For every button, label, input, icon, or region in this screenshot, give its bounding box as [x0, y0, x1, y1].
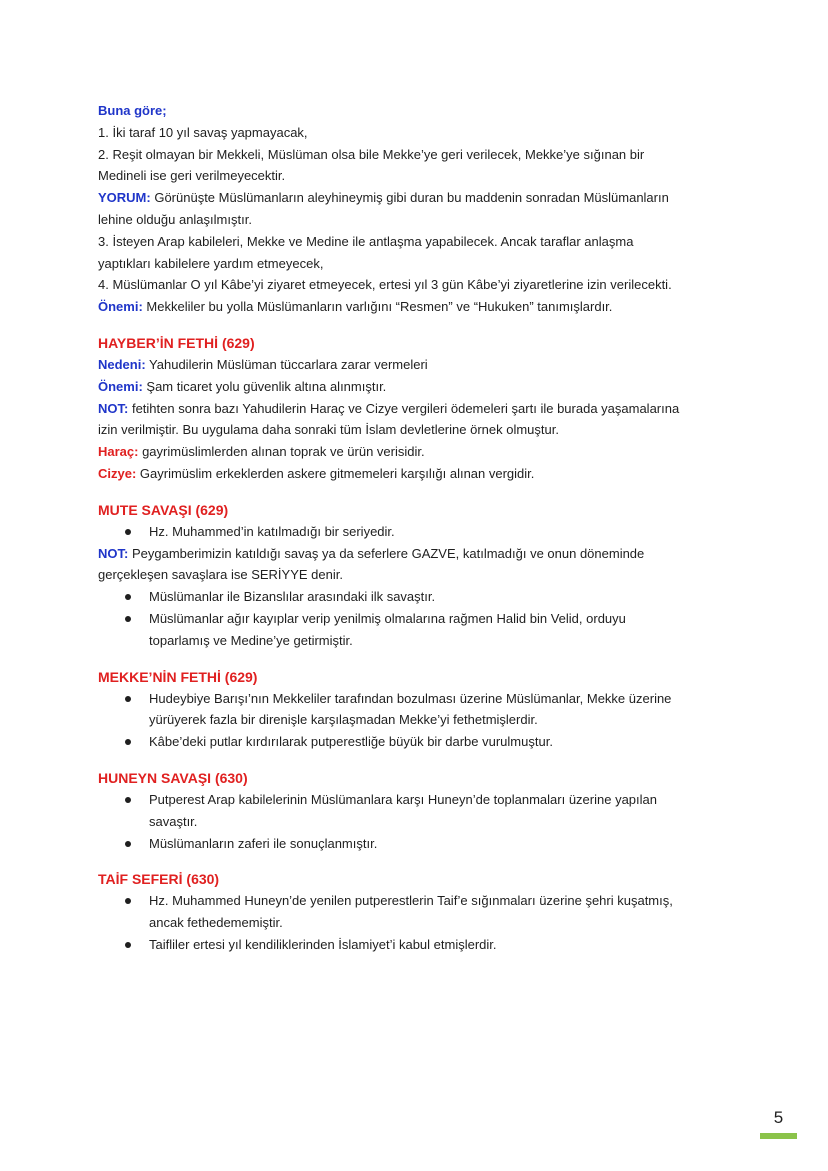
section-taif [98, 868, 728, 955]
bullet-icon [125, 841, 131, 847]
page-number: 5 [773, 1108, 784, 1127]
nedeni-text: Yahudilerin Müslüman tüccarlara zarar vermeleri [145, 356, 428, 372]
section-mekke [98, 666, 728, 753]
heading-mute: MUTE SAVAŞI (629) [98, 501, 229, 518]
list-item-text: Hudeybiye Barışı’nın Mekkeliler tarafından bozulması üzerine Müslümanlar, Mekke üzerine [149, 690, 672, 706]
list-item [98, 789, 728, 833]
intro-item-2-line-2: Medineli ise geri verilmeyecektir. [98, 168, 286, 184]
bullet-icon [125, 696, 131, 702]
bullet-icon [125, 942, 131, 948]
list-item [98, 688, 728, 732]
cizye-label: Cizye: [98, 465, 137, 481]
list-item-text-cont: toparlamış ve Medine’ye getirmiştir. [149, 632, 353, 648]
intro-item-2-line-1: 2. Reşit olmayan bir Mekkeli, Müslüman olsa bile Mekke’ye geri verilecek, Mekke’ye sığınan bir [98, 146, 645, 162]
hayber-not-text-2: izin verilmiştir. Bu uygulama daha sonraki tüm İslam devletlerine örnek olmuştur. [98, 422, 559, 438]
bullet-icon [125, 529, 131, 535]
hayber-harac [98, 441, 728, 463]
heading-huneyn: HUNEYN SAVAŞI (630) [98, 769, 248, 786]
onemi-text: Mekkeliler bu yolla Müslümanların varlığını “Resmen” ve “Hukuken” tanımışlardır. [142, 299, 613, 315]
section-hayber [98, 332, 728, 485]
intro-onemi [98, 296, 728, 318]
intro-item-3 [98, 231, 728, 275]
list-item [98, 731, 728, 753]
list-item [98, 521, 728, 543]
list-item-text-cont: savaştır. [149, 813, 198, 829]
list-item [98, 833, 728, 855]
mute-not-text-2: gerçekleşen savaşlara ise SERİYYE denir. [98, 567, 343, 583]
mekke-list [98, 688, 728, 753]
intro-yorum [98, 187, 728, 231]
intro-item-3-line-2: yaptıkları kabilelere yardım etmeyecek, [98, 255, 324, 271]
bullet-icon [125, 797, 131, 803]
document-page [98, 100, 728, 956]
taif-list [98, 890, 728, 955]
nedeni-label: Nedeni: [98, 356, 146, 372]
harac-text: gayrimüslimlerden alınan toprak ve ürün verisidir. [138, 444, 425, 460]
harac-label: Haraç: [98, 444, 139, 460]
list-item [98, 608, 728, 652]
heading-mekke: MEKKE’NİN FETHİ (629) [98, 668, 258, 685]
hayber-onemi-label: Önemi: [98, 378, 143, 394]
cizye-text: Gayrimüslim erkeklerden askere gitmemeleri karşılığı alınan vergidir. [136, 465, 535, 481]
intro-item-3-line-1: 3. İsteyen Arap kabileleri, Mekke ve Medine ile antlaşma yapabilecek. Ancak taraflar anlaşma [98, 233, 634, 249]
onemi-label: Önemi: [98, 299, 143, 315]
list-item-text: Hz. Muhammed Huneyn’de yenilen putperestlerin Taif’e sığınmaları üzerine şehri kuşatmış, [149, 893, 673, 909]
list-item-text: Müslümanlar ile Bizanslılar arasındaki ilk savaştır. [149, 589, 436, 605]
list-item-text: Hz. Muhammed’in katılmadığı bir seriyedir. [149, 523, 395, 539]
list-item-text: Müslümanlar ağır kayıplar verip yenilmiş olmalarına rağmen Halid bin Velid, orduyu [149, 610, 626, 626]
list-item-text-cont: ancak fethedememiştir. [149, 915, 283, 931]
intro-item-4: 4. Müslümanlar O yıl Kâbe’yi ziyaret etmeyecek, ertesi yıl 3 gün Kâbe’yi ziyaretlerine izin verilecekti. [98, 277, 672, 293]
bullet-icon [125, 898, 131, 904]
section-huneyn [98, 767, 728, 854]
mute-not-label: NOT: [98, 545, 129, 561]
list-item [98, 586, 728, 608]
hayber-not-text-1: fetihten sonra bazı Yahudilerin Haraç ve Cizye vergileri ödemeleri şartı ile burada yaşamalarına [128, 400, 680, 416]
intro-item-2 [98, 144, 728, 188]
mute-not [98, 543, 728, 587]
hayber-onemi [98, 376, 728, 398]
section-mute [98, 499, 728, 652]
yorum-text-1: Görünüşte Müslümanların aleyhineymiş gibi duran bu maddenin sonradan Müslümanların [150, 190, 669, 206]
huneyn-list [98, 789, 728, 854]
heading-taif: TAİF SEFERİ (630) [98, 871, 220, 888]
yorum-label: YORUM: [98, 190, 151, 206]
hayber-onemi-text: Şam ticaret yolu güvenlik altına alınmıştır. [142, 378, 387, 394]
intro-title: Buna göre; [98, 103, 167, 118]
list-item-text: Taifliler ertesi yıl kendiliklerinden İslamiyet’i kabul etmişlerdir. [149, 936, 497, 952]
yorum-text-2: lehine olduğu anlaşılmıştır. [98, 211, 252, 227]
list-item-text-cont: yürüyerek fazla bir direnişle karşılaşmadan Mekke’yi fethetmişlerdir. [149, 712, 538, 728]
mute-list-2 [98, 586, 728, 651]
list-item-text: Müslümanların zaferi ile sonuçlanmıştır. [149, 835, 378, 851]
mute-not-text-1: Peygamberimizin katıldığı savaş ya da seferlere GAZVE, katılmadığı ve onun döneminde [128, 545, 645, 561]
hayber-nedeni [98, 354, 728, 376]
mute-list-1 [98, 521, 728, 543]
page-number-bar [760, 1133, 797, 1139]
list-item-text: Kâbe’deki putlar kırdırılarak putperestliğe büyük bir darbe vurulmuştur. [149, 734, 553, 750]
hayber-not-label: NOT: [98, 400, 129, 416]
bullet-icon [125, 739, 131, 745]
hayber-cizye [98, 463, 728, 485]
list-item [98, 934, 728, 956]
hayber-not [98, 398, 728, 442]
bullet-icon [125, 594, 131, 600]
list-item-text: Putperest Arap kabilelerinin Müslümanlara karşı Huneyn’de toplanmaları üzerine yapılan [149, 791, 657, 807]
intro-item-1: 1. İki taraf 10 yıl savaş yapmayacak, [98, 124, 308, 140]
heading-hayber: HAYBER’İN FETHİ (629) [98, 334, 255, 351]
bullet-icon [125, 616, 131, 622]
list-item [98, 890, 728, 934]
